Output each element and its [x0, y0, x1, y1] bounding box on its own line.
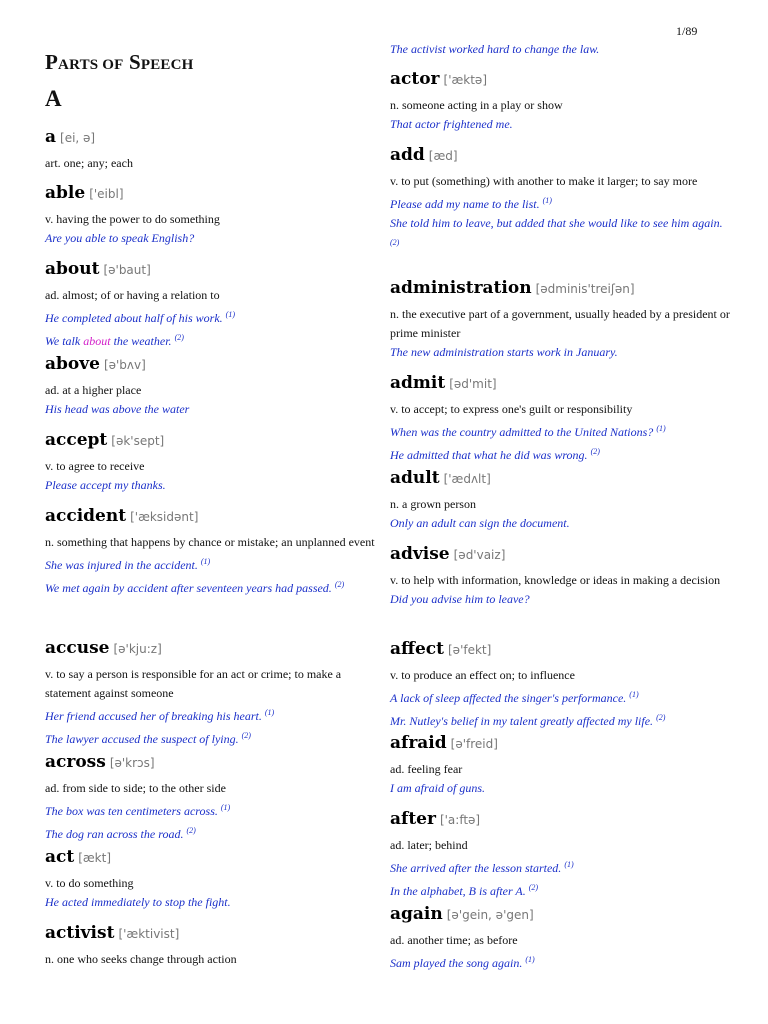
dictionary-entry: [390, 467, 730, 533]
entry-word: after: [390, 809, 436, 829]
continued-example: [390, 40, 730, 59]
entry-word: accuse: [45, 638, 110, 658]
entry-word: actor: [390, 69, 440, 89]
dictionary-entry: [45, 126, 380, 173]
dictionary-entry: [390, 808, 730, 901]
entry-word: add: [390, 145, 425, 165]
entry-word: admit: [390, 373, 446, 393]
entry-word: activist: [45, 923, 115, 943]
example-sentence: We met again by accident after seventeen years had passed. $^{(2)}$: [45, 580, 345, 595]
entry-definition: ad. almost; of or having a relation to: [45, 288, 220, 302]
dictionary-entry: [45, 922, 380, 969]
example-sentence: Did you advise him to leave?: [390, 592, 530, 606]
page-number: 1/89: [676, 24, 698, 38]
entry-word: accept: [45, 430, 108, 450]
entry-word: about: [45, 259, 100, 279]
entry-definition: v. to accept; to express one's guilt or responsibility: [390, 402, 633, 416]
dictionary-entry: [45, 429, 380, 495]
entry-definition: v. to say a person is responsible for an act or crime; to make a statement against someone: [45, 667, 342, 700]
example-sentence: The activist worked hard to change the law.: [390, 42, 600, 56]
entry-pronunciation: [æd]: [428, 149, 458, 163]
entry-definition: v. to help with information, knowledge or ideas in making a decision: [390, 573, 721, 587]
entry-definition: n. something that happens by chance or mistake; an unplanned event: [45, 535, 375, 549]
dictionary-entry: [390, 638, 730, 731]
entry-definition: v. to agree to receive: [45, 459, 145, 473]
entry-definition: v. to do something: [45, 876, 134, 890]
example-sentence: Sam played the song again. $^{(1)}$: [390, 955, 535, 970]
entry-definition: art. one; any; each: [45, 156, 133, 170]
dictionary-entry: [390, 277, 730, 362]
entry-pronunciation: ['eibl]: [89, 187, 124, 201]
example-sentence: The box was ten centimeters across. $^{(1)}$: [45, 803, 231, 818]
entry-definition: v. having the power to do something: [45, 212, 220, 226]
highlighted-word: about: [83, 334, 111, 348]
dictionary-entry: [390, 68, 730, 134]
entry-word: able: [45, 183, 86, 203]
example-sentence: He completed about half of his work. $^{(1)}$: [45, 310, 235, 325]
dictionary-entry: [390, 732, 730, 798]
dictionary-entry: [45, 751, 380, 844]
entry-definition: n. the executive part of a government, usually headed by a president or prime minister: [390, 307, 730, 340]
dictionary-entry: [45, 637, 380, 749]
entry-definition: ad. another time; as before: [390, 933, 518, 947]
example-sentence: The new administration starts work in January.: [390, 345, 618, 359]
example-sentence: She was injured in the accident. $^{(1)}$: [45, 557, 211, 572]
example-sentence: Please accept my thanks.: [45, 478, 166, 492]
example-sentence: Are you able to speak English?: [45, 231, 195, 245]
title-initial: P: [45, 50, 59, 74]
entry-pronunciation: ['ædʌlt]: [443, 472, 491, 486]
entry-word: affect: [390, 639, 444, 659]
entry-pronunciation: [əd'mit]: [449, 377, 497, 391]
entry-word: afraid: [390, 733, 447, 753]
dictionary-entry: [45, 846, 380, 912]
dictionary-entry: [390, 543, 730, 609]
example-sentence: Please add my name to the list. $^{(1)}$: [390, 196, 552, 211]
entry-pronunciation: [ə'krɔs]: [109, 756, 155, 770]
entry-word: across: [45, 752, 106, 772]
document-title: [45, 50, 194, 75]
letter-heading: A: [45, 86, 62, 111]
example-sentence: We talk about the weather. $^{(2)}$: [45, 333, 184, 348]
entry-word: above: [45, 354, 100, 374]
dictionary-entry: [390, 903, 730, 973]
example-sentence: His head was above the water: [45, 402, 190, 416]
entry-pronunciation: [əd'vaiz]: [453, 548, 506, 562]
entry-pronunciation: [ədminis'treiʃən]: [535, 282, 635, 296]
entry-definition: v. to produce an effect on; to influence: [390, 668, 575, 682]
example-sentence: In the alphabet, B is after A. $^{(2)}$: [390, 883, 539, 898]
dictionary-entry: [45, 505, 380, 598]
entry-word: advise: [390, 544, 450, 564]
example-sentence: I am afraid of guns.: [390, 781, 486, 795]
entry-pronunciation: [ə'gein, ə'gen]: [446, 908, 534, 922]
entry-word: administration: [390, 278, 532, 298]
entry-pronunciation: [ə'freid]: [450, 737, 498, 751]
dictionary-entry: [45, 182, 380, 248]
entry-definition: ad. feeling fear: [390, 762, 463, 776]
entry-word: act: [45, 847, 75, 867]
example-sentence: The lawyer accused the suspect of lying. $^{(2)}$: [45, 731, 251, 746]
example-sentence: When was the country admitted to the United Nations? $^{(1)}$: [390, 424, 666, 439]
entry-pronunciation: [ək'sept]: [111, 434, 165, 448]
entry-definition: ad. at a higher place: [45, 383, 142, 397]
entry-pronunciation: [ə'fekt]: [448, 643, 492, 657]
entry-word: adult: [390, 468, 440, 488]
example-sentence: He admitted that what he did was wrong. $^{(2)}$: [390, 447, 600, 462]
entry-pronunciation: [ækt]: [78, 851, 112, 865]
entry-pronunciation: [ə'kju:z]: [113, 642, 162, 656]
example-sentence: Only an adult can sign the document.: [390, 516, 570, 530]
dictionary-entry: [45, 353, 380, 419]
entry-definition: v. to put (something) with another to make it larger; to say more: [390, 174, 698, 188]
entry-pronunciation: ['a:ftə]: [439, 813, 481, 827]
entry-pronunciation: [ə'baut]: [103, 263, 151, 277]
entry-word: a: [45, 127, 57, 147]
example-sentence: The dog ran across the road. $^{(2)}$: [45, 826, 196, 841]
entry-pronunciation: [ə'bʌv]: [103, 358, 146, 372]
entry-definition: n. one who seeks change through action: [45, 952, 237, 966]
title-rest: ARTS OF: [58, 57, 124, 73]
entry-pronunciation: ['æksidənt]: [130, 510, 199, 524]
title-initial: S: [128, 50, 141, 74]
example-sentence: Her friend accused her of breaking his heart. $^{(1)}$: [45, 708, 275, 723]
example-sentence: He acted immediately to stop the fight.: [45, 895, 231, 909]
dictionary-entry: [390, 144, 730, 256]
example-sentence: Mr. Nutley's belief in my talent greatly affected my life. $^{(2)}$: [390, 713, 666, 728]
entry-definition: n. someone acting in a play or show: [390, 98, 563, 112]
entry-definition: n. a grown person: [390, 497, 476, 511]
dictionary-entry: [45, 258, 380, 351]
example-sentence: A lack of sleep affected the singer's performance. $^{(1)}$: [390, 690, 639, 705]
example-sentence: She arrived after the lesson started. $^{(1)}$: [390, 860, 574, 875]
entry-word: accident: [45, 506, 127, 526]
entry-pronunciation: ['æktə]: [443, 73, 487, 87]
entry-definition: ad. later; behind: [390, 838, 468, 852]
entry-pronunciation: ['æktivist]: [118, 927, 180, 941]
entry-pronunciation: [ei, ə]: [60, 131, 96, 145]
dictionary-entry: [390, 372, 730, 465]
entry-word: again: [390, 904, 443, 924]
example-sentence: She told him to leave, but added that she would like to see him again. $^{(2)}$: [390, 216, 723, 247]
example-sentence: That actor frightened me.: [390, 117, 513, 131]
title-rest: PEECH: [140, 57, 194, 73]
entry-definition: ad. from side to side; to the other side: [45, 781, 226, 795]
